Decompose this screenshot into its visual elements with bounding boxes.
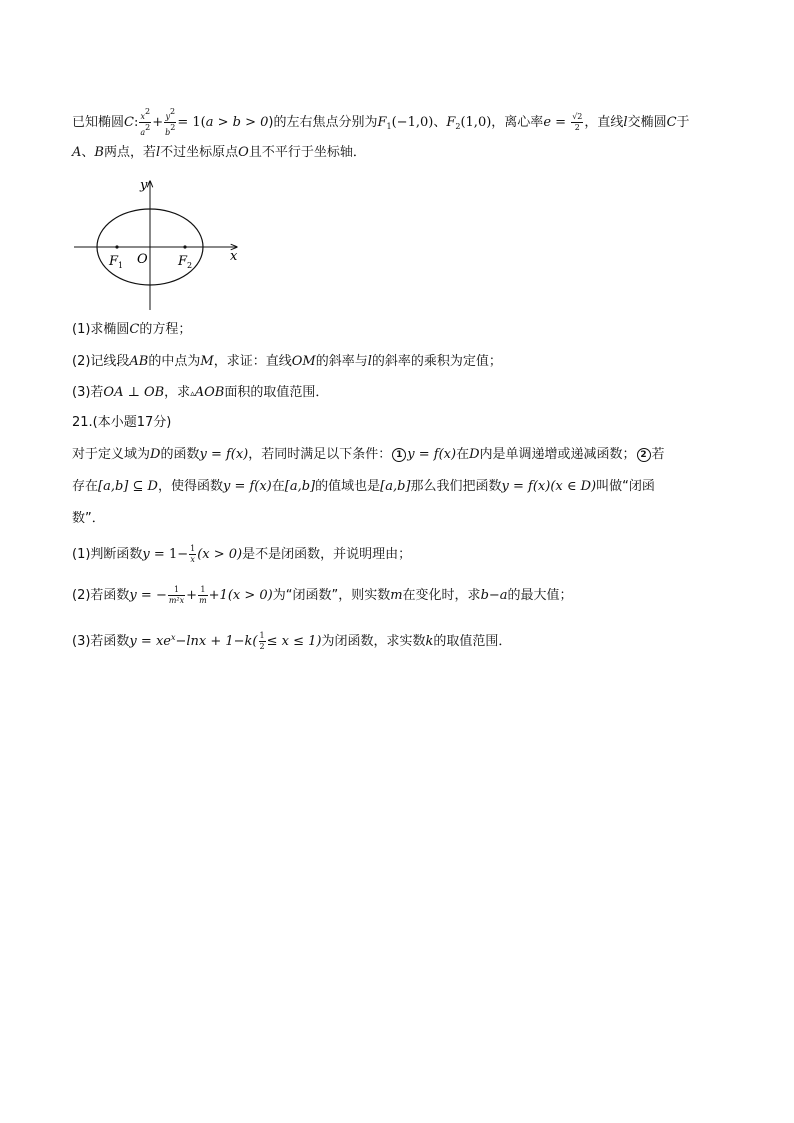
- p20-q1: (1)求椭圆C的方程；: [72, 322, 192, 337]
- p20-intro-line2: A、B两点，若l不过坐标原点O且不平行于坐标轴．: [72, 145, 366, 160]
- text: ，离心率: [491, 115, 544, 130]
- origin-o: O: [238, 145, 249, 160]
- fraction-1-over-m2x: $\frac{1}{\text{m²x}}$: [168, 585, 185, 605]
- f2-coord: (1,0): [460, 115, 492, 130]
- ellipse-figure: [70, 175, 250, 315]
- text: 且不平行于坐标轴．: [248, 145, 366, 160]
- fraction-y2-b2: $\frac{y^2}{b^2}$: [165, 107, 176, 137]
- focus-point-f1: [115, 245, 118, 248]
- equals-one: = 1(: [177, 115, 206, 130]
- text: 不过坐标原点: [160, 145, 239, 160]
- line-l: l: [623, 115, 628, 130]
- inequality: a > b > 0: [205, 115, 269, 130]
- eccentricity-symbol: e: [543, 115, 552, 130]
- text: 交椭圆: [627, 115, 667, 130]
- focus-f1: F: [377, 115, 387, 130]
- origin-label: O: [137, 252, 148, 267]
- f2-subscript: 2: [187, 261, 193, 270]
- fraction-x2-a2: $\frac{x^2}{a^2}$: [140, 107, 151, 137]
- fraction-sqrt2-2: $\frac{√2}{2}$: [572, 112, 583, 132]
- point-a: A: [72, 145, 82, 160]
- text: ，直线: [584, 115, 624, 130]
- text: 两点，若: [103, 145, 156, 160]
- y-axis-label: y: [140, 178, 148, 193]
- p21-q2: (2)若函数y = − $\frac{1}{\text{m²x}}$ + $\frac{1}{m}$ +1(x > 0)为“闭函数”，则实数m在变化时，求b−a的最大值；: [72, 585, 573, 605]
- x-axis-label: x: [230, 249, 238, 264]
- text: 于: [676, 115, 690, 130]
- p20-q3: (3)若OA ⊥ OB，求▵AOB面积的取值范围．: [72, 385, 329, 400]
- focus-point-f2: [183, 245, 186, 248]
- focus-f2: F: [446, 115, 456, 130]
- p21-header: 21.(本小题17分): [72, 415, 172, 430]
- p20-intro-line1: 已知椭圆C: $\frac{x^2}{a^2}$ + $\frac{y^2}{b^2}$ = 1(a > b > 0)的左右焦点分别为$F_1(-1,0)$、$F_2(1,0)$，离心率e = $\frac{√2}{2}$ ，直线l交椭圆C于: [72, 107, 690, 137]
- p20-q2: (2)记线段AB的中点为M，求证：直线OM的斜率与l的斜率的乘积为定值；: [72, 354, 502, 369]
- line-l: l: [155, 145, 161, 160]
- p21-q3: (3)若函数$y = xe^x-\ln x + 1-k$( $\frac{1}{2}$ ≤ x ≤ 1)为闭函数，求实数k的取值范围．: [72, 631, 512, 651]
- plus: +: [152, 115, 164, 130]
- text: 已知椭圆: [72, 115, 125, 130]
- p21-def-line2: 存在[a,b] ⊆ D，使得函数y = f(x)在[a,b]的值域也是[a,b]那么我们把函数y = f(x)(x ∈ D)叫做“闭函: [72, 479, 655, 494]
- p21-def-line3: 数”．: [72, 511, 105, 526]
- ellipse-name: C: [124, 115, 134, 130]
- f1-label: F: [109, 254, 119, 269]
- f2-label: F: [178, 254, 188, 269]
- point-b: B: [94, 145, 104, 160]
- circled-number-1: 1: [392, 448, 406, 462]
- f1-coord: (−1,0): [391, 115, 434, 130]
- p21-q1: (1)判断函数y = 1− $\frac{1}{x}$ (x > 0)是不是闭函数，并说明理由；: [72, 544, 412, 564]
- circled-number-2: 2: [637, 448, 651, 462]
- ellipse-name: C: [666, 115, 677, 130]
- fraction-1-over-2: $\frac{1}{2}$: [259, 631, 265, 651]
- fraction-1-over-x: $\frac{1}{x}$: [190, 544, 196, 564]
- colon: :: [133, 115, 139, 130]
- fraction-1-over-m: $\frac{1}{m}$: [199, 585, 207, 605]
- f1-subscript: 1: [118, 261, 124, 270]
- p21-def-line1: 对于定义域为D的函数y = f(x)，若同时满足以下条件： 1 y = f(x)在D内是单调递增或递减函数； 2 若: [72, 447, 665, 462]
- text: )的左右焦点分别为: [268, 115, 378, 130]
